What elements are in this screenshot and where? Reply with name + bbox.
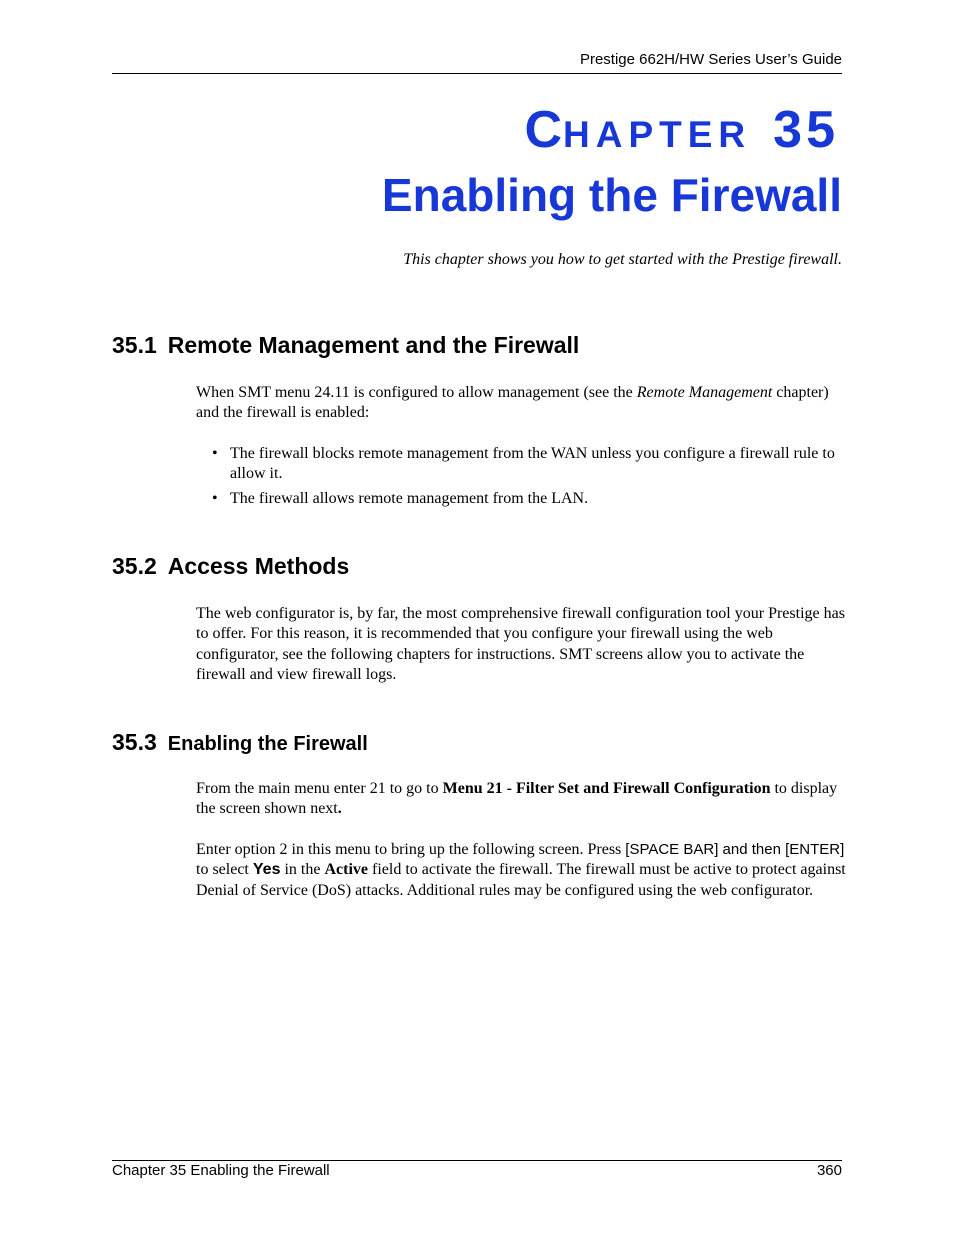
chapter-title: Enabling the Firewall [381, 169, 842, 221]
section-number: 35.3 [112, 729, 157, 755]
section-35-1-bullets [196, 444, 846, 514]
text-run: in the [280, 861, 325, 879]
list-item [196, 444, 846, 485]
header-rule [112, 73, 842, 74]
footer-chapter-label: Chapter 35 Enabling the Firewall [112, 1162, 330, 1179]
chapter-label-rest: HAPTER [563, 114, 752, 155]
section-title: Remote Management and the Firewall [167, 332, 580, 358]
text-run: field to activate the firewall. The firewall must be active to protect against Denial of Service (DoS) attacks. Additional rules may be configured using the web configurator. [196, 861, 846, 899]
chapter-reference: Remote Management [636, 384, 773, 401]
footer-rule [112, 1160, 842, 1161]
menu-reference: Menu 21 - Filter Set and Firewall Configuration [442, 780, 771, 797]
list-item [196, 489, 846, 509]
bullet-dot-icon: • [212, 445, 218, 462]
text-run: chapter) and the firewall is enabled: [196, 384, 829, 422]
section-35-2-paragraph: The web configurator is, by far, the most comprehensive firewall configuration tool your Prestige has to offer. For this reason, it is recommended that you configure your firewall using the web configurator, see the following chapters for instructions. SMT screens allow you to activate the firewall and view firewall logs. [196, 605, 845, 683]
running-header: Prestige 662H/HW Series User’s Guide [579, 51, 842, 68]
section-heading-35-3 [112, 729, 368, 756]
text-run: . [337, 800, 342, 818]
section-35-1-paragraph [196, 383, 846, 424]
chapter-intro: This chapter shows you how to get started with the Prestige firewall. [403, 251, 842, 268]
section-number: 35.2 [112, 553, 157, 579]
field-reference: Active [324, 861, 368, 879]
section-title: Access Methods [167, 553, 350, 579]
list-item-text: The firewall allows remote management from the LAN. [230, 490, 589, 508]
chapter-number: 35 [773, 101, 839, 159]
section-title: Enabling the Firewall [167, 733, 368, 755]
section-35-3-paragraph-2 [196, 840, 846, 901]
value-reference: Yes [252, 861, 281, 879]
text-run: to display the screen shown next [196, 780, 838, 818]
chapter-label [524, 100, 839, 160]
section-heading-35-1 [112, 332, 579, 359]
chapter-label-initial: C [524, 101, 564, 159]
text-run: From the main menu enter 21 to go to [196, 780, 443, 797]
bullet-dot-icon: • [212, 490, 218, 508]
section-35-3-paragraph-1 [196, 779, 846, 820]
list-item-text: The firewall blocks remote management from the WAN unless you configure a firewall rule to allow it. [230, 445, 835, 483]
text-run: to select [196, 861, 253, 879]
page-number: 360 [816, 1162, 842, 1179]
text-run: When SMT menu 24.11 is configured to allow management (see the [196, 384, 637, 401]
key-reference: [SPACE BAR] and then [ENTER] [625, 841, 845, 858]
section-number: 35.1 [112, 332, 157, 358]
section-heading-35-2 [112, 553, 349, 580]
text-run: Enter option 2 in this menu to bring up the following screen. Press [196, 841, 626, 858]
